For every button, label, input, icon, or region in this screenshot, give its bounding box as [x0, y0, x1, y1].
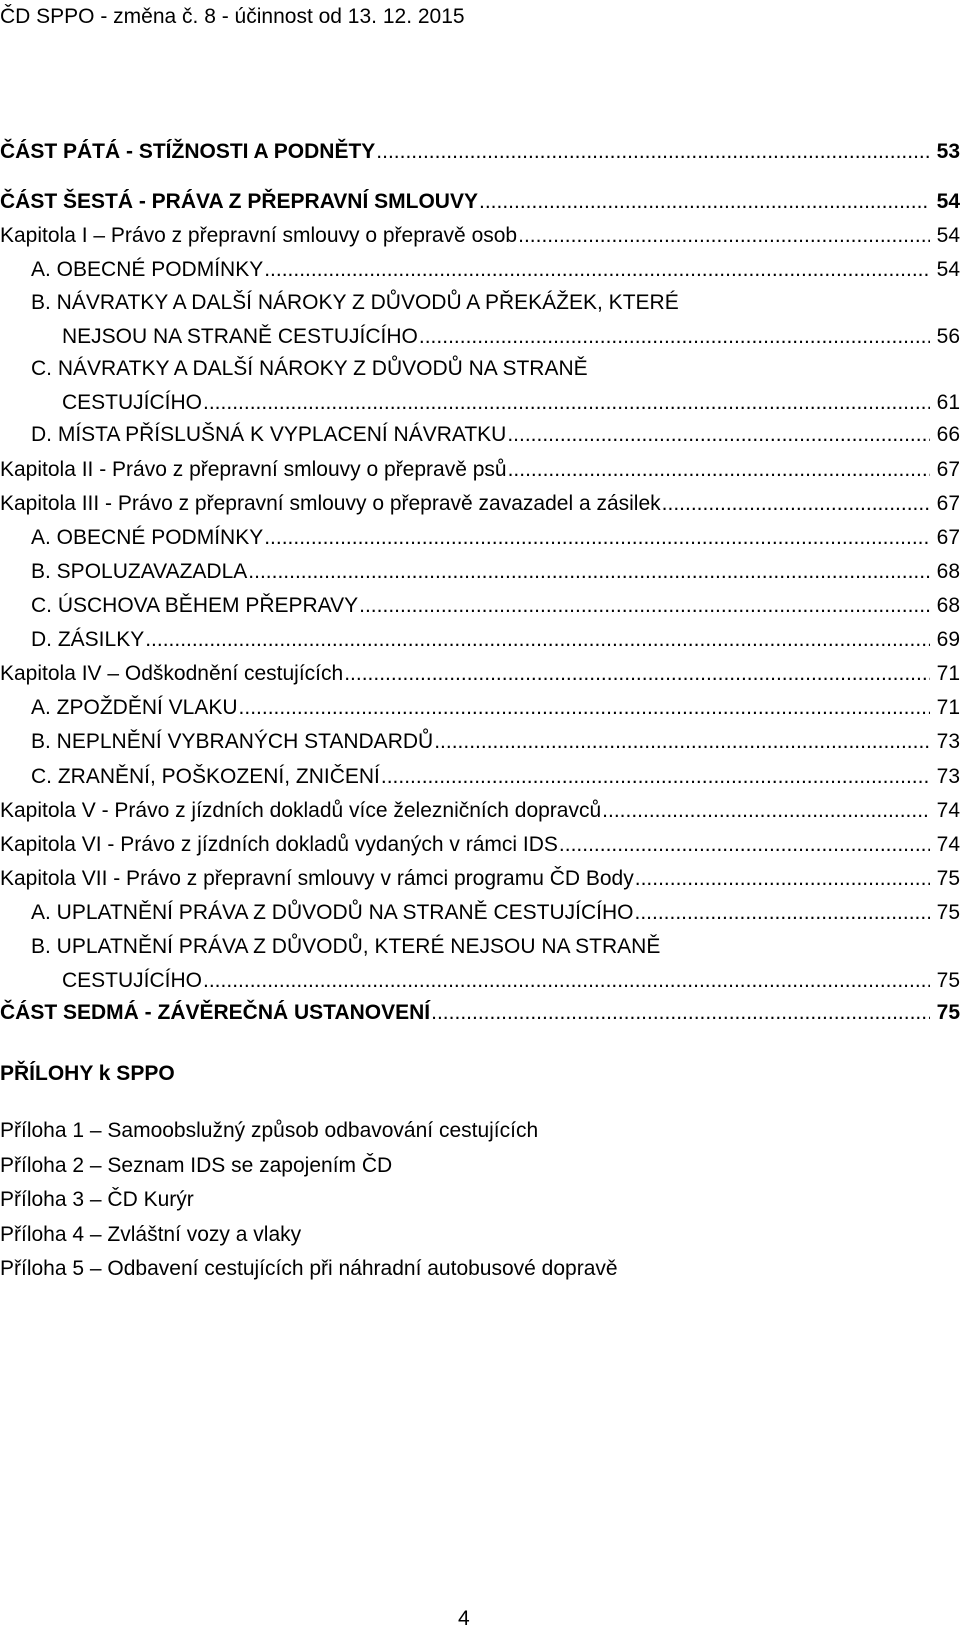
toc-page-number: 69: [936, 628, 960, 651]
toc-entry[interactable]: [0, 996, 960, 1030]
toc-entry[interactable]: [31, 930, 960, 998]
toc-entry[interactable]: [0, 185, 960, 219]
dot-leader: [239, 691, 930, 725]
toc-entry-title: B. UPLATNĚNÍ PRÁVA Z DŮVODŮ, KTERÉ NEJSOU NA STRANĚ: [31, 935, 661, 958]
toc-entry[interactable]: [31, 623, 960, 657]
dot-leader: [264, 253, 930, 287]
toc-entry-title: A. OBECNÉ PODMÍNKY: [31, 526, 264, 549]
toc-entry[interactable]: [31, 896, 960, 930]
dot-leader: [264, 521, 930, 555]
appendix-list: [0, 1114, 618, 1287]
toc-entry[interactable]: [0, 828, 960, 862]
toc-entry-title: Kapitola III - Právo z přepravní smlouvy o přepravě zavazadel a zásilek: [0, 492, 661, 515]
toc-entry-title: D. ZÁSILKY: [31, 628, 145, 651]
toc-page-number: 74: [936, 799, 960, 822]
toc-page-number: 54: [936, 224, 960, 247]
toc-page-number: 67: [936, 526, 960, 549]
toc-entry[interactable]: [31, 352, 960, 420]
toc-entry[interactable]: [0, 657, 960, 691]
dot-leader: [559, 828, 930, 862]
toc-entry[interactable]: [31, 691, 960, 725]
dot-leader: [635, 862, 930, 896]
dot-leader: [479, 185, 930, 219]
toc-entry-title: A. UPLATNĚNÍ PRÁVA Z DŮVODŮ NA STRANĚ CESTUJÍCÍHO: [31, 901, 634, 924]
toc-entry[interactable]: [0, 135, 960, 169]
toc-page-number: 66: [936, 423, 960, 446]
toc-entry-title: B. NÁVRATKY A DALŠÍ NÁROKY Z DŮVODŮ A PŘEKÁŽEK, KTERÉ: [31, 291, 679, 314]
appendix-item: Příloha 2 – Seznam IDS se zapojením ČD: [0, 1153, 393, 1177]
toc-entry-title: B. NEPLNĚNÍ VYBRANÝCH STANDARDŮ: [31, 730, 434, 753]
toc-entry[interactable]: [31, 521, 960, 555]
dot-leader: [431, 996, 930, 1030]
toc-entry-title-continuation: CESTUJÍCÍHO: [62, 391, 203, 414]
toc-entry-title: Kapitola IV – Odškodnění cestujících: [0, 662, 344, 685]
toc-page-number: 56: [936, 325, 960, 348]
toc-page-number: 68: [936, 594, 960, 617]
toc-entry[interactable]: [31, 760, 960, 794]
toc-entry[interactable]: [31, 725, 960, 759]
toc-page-number: 67: [936, 492, 960, 515]
toc-page-number: 61: [936, 391, 960, 414]
dot-leader: [635, 896, 931, 930]
dot-leader: [602, 794, 930, 828]
dot-leader: [376, 135, 930, 169]
dot-leader: [203, 386, 930, 420]
dot-leader: [145, 623, 930, 657]
toc-entry[interactable]: [0, 487, 960, 521]
toc-entry-title: C. ÚSCHOVA BĚHEM PŘEPRAVY: [31, 594, 359, 617]
toc-entry[interactable]: [31, 555, 960, 589]
toc-entry-title: ČÁST ŠESTÁ - PRÁVA Z PŘEPRAVNÍ SMLOUVY: [0, 190, 478, 213]
toc-page-number: 71: [936, 662, 960, 685]
dot-leader: [507, 418, 930, 452]
toc-entry[interactable]: [31, 286, 960, 354]
appendix-item: Příloha 1 – Samoobslužný způsob odbavování cestujících: [0, 1119, 539, 1142]
toc-page-number: 74: [936, 833, 960, 856]
toc-page-number: 75: [936, 901, 960, 924]
toc-entry-title: Kapitola I – Právo z přepravní smlouvy o přepravě osob: [0, 224, 518, 247]
toc-entry[interactable]: [31, 253, 960, 287]
appendix-item: Příloha 5 – Odbavení cestujících při náhradní autobusové dopravě: [0, 1257, 618, 1280]
toc-page-number: 68: [936, 560, 960, 583]
toc-entry[interactable]: [0, 862, 960, 896]
toc-page-number: 54: [936, 258, 960, 281]
dot-leader: [344, 657, 930, 691]
toc-entry-title: Kapitola II - Právo z přepravní smlouvy o přepravě psů: [0, 458, 507, 481]
toc-entry[interactable]: [31, 589, 960, 623]
toc-page-number: 53: [936, 140, 960, 163]
toc-page-number: 73: [936, 730, 960, 753]
running-header: ČD SPPO - změna č. 8 - účinnost od 13. 12. 2015: [0, 5, 465, 28]
toc-entry-title: Kapitola VII - Právo z přepravní smlouvy v rámci programu ČD Body: [0, 867, 634, 890]
toc-entry-title: ČÁST PÁTÁ - STÍŽNOSTI A PODNĚTY: [0, 140, 376, 163]
toc-entry-title: A. ZPOŽDĚNÍ VLAKU: [31, 696, 238, 719]
toc-entry[interactable]: [0, 219, 960, 253]
toc-entry[interactable]: [31, 418, 960, 452]
toc-page-number: 73: [936, 765, 960, 788]
toc-entry-title: Kapitola VI - Právo z jízdních dokladů vydaných v rámci IDS: [0, 833, 558, 856]
dot-leader: [419, 320, 930, 354]
toc-entry-title: B. SPOLUZAVAZADLA: [31, 560, 248, 583]
appendix-item: Příloha 4 – Zvláštní vozy a vlaky: [0, 1222, 302, 1246]
toc-page-number: 75: [936, 969, 960, 992]
toc-page-number: 67: [936, 458, 960, 481]
toc-entry-title-continuation: CESTUJÍCÍHO: [62, 969, 203, 992]
appendix-heading: PŘÍLOHY k SPPO: [0, 1062, 175, 1085]
dot-leader: [381, 760, 930, 794]
toc-page-number: 75: [936, 867, 960, 890]
toc-entry-title: Kapitola V - Právo z jízdních dokladů více železničních dopravců: [0, 799, 602, 822]
toc-page-number: 75: [936, 1001, 960, 1024]
toc-entry-title: C. NÁVRATKY A DALŠÍ NÁROKY Z DŮVODŮ NA STRANĚ: [31, 357, 588, 380]
appendix-item: Příloha 3 – ČD Kurýr: [0, 1188, 194, 1211]
dot-leader: [434, 725, 930, 759]
dot-leader: [248, 555, 930, 589]
toc-entry-title: C. ZRANĚNÍ, POŠKOZENÍ, ZNIČENÍ: [31, 765, 380, 788]
toc-entry-title: A. OBECNÉ PODMÍNKY: [31, 258, 264, 281]
dot-leader: [359, 589, 930, 623]
toc-entry[interactable]: [0, 453, 960, 487]
page-number: 4: [458, 1607, 470, 1630]
dot-leader: [508, 453, 930, 487]
toc-page-number: 71: [936, 696, 960, 719]
toc-entry-title-continuation: NEJSOU NA STRANĚ CESTUJÍCÍHO: [62, 325, 418, 348]
toc-entry[interactable]: [0, 794, 960, 828]
dot-leader: [662, 487, 930, 521]
toc-page-number: 54: [936, 190, 960, 213]
dot-leader: [203, 964, 930, 998]
dot-leader: [518, 219, 930, 253]
toc-entry-title: D. MÍSTA PŘÍSLUŠNÁ K VYPLACENÍ NÁVRATKU: [31, 423, 507, 446]
toc-entry-title: ČÁST SEDMÁ - ZÁVĚREČNÁ USTANOVENÍ: [0, 1001, 431, 1024]
